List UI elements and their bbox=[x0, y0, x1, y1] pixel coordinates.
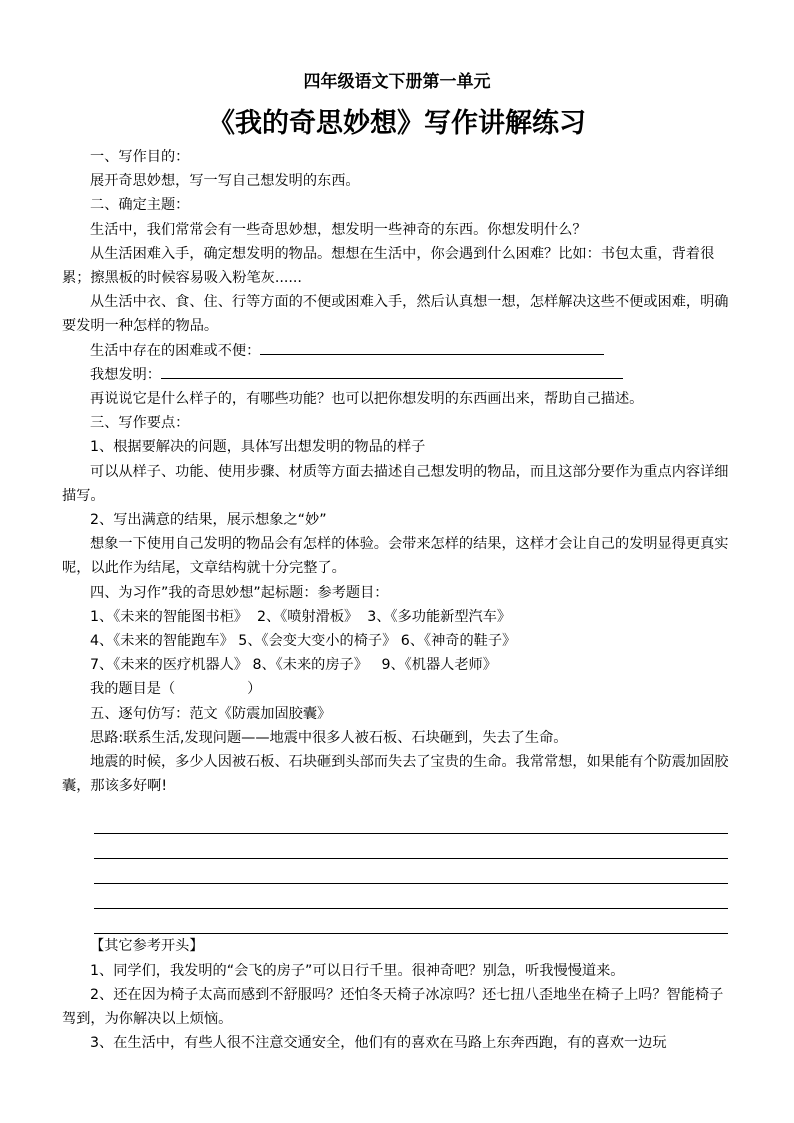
section-1-text: 展开奇思妙想，写一写自己想发明的东西。 bbox=[90, 173, 360, 190]
section-2-heading: 二、确定主题： bbox=[90, 197, 190, 214]
my-topic-label: 我的题目是（ bbox=[90, 681, 176, 698]
section-4-heading: 四、为习作”我的奇思妙想”起标题：参考题目： bbox=[90, 584, 389, 601]
section-2-paragraph-1: 生活中，我们常常会有一些奇思妙想，想发明一些神奇的东西。你想发明什么？ bbox=[90, 221, 587, 238]
reference-opening-3: 3、在生活中，有些人很不注意交通安全，他们有的喜欢在马路上东奔西跑，有的喜欢一边玩 bbox=[90, 1035, 667, 1052]
writing-line[interactable] bbox=[94, 909, 728, 934]
reference-opening-1: 1、同学们，我发明的“会飞的房子”可以日行千里。很神奇吧？别急，听我慢慢道来。 bbox=[90, 962, 625, 979]
section-3-point-2-detail: 想象一下使用自己发明的物品会有怎样的体验。会带来怎样的结果，这样才会让自己的发明显得更真实呢，以此作为结尾，文章结构就十分完整了。 bbox=[62, 536, 729, 577]
invention-label: 我想发明： bbox=[90, 366, 161, 383]
difficulty-label: 生活中存在的困难或不便： bbox=[90, 342, 261, 359]
imitation-writing-area bbox=[62, 808, 736, 934]
section-5-heading: 五、逐句仿写：范文《防震加固胶囊》 bbox=[90, 705, 332, 722]
section-3-heading: 三、写作要点： bbox=[90, 415, 190, 432]
section-3-point-2: 2、写出满意的结果，展示想象之“妙” bbox=[90, 512, 327, 529]
section-1-heading: 一、写作目的： bbox=[90, 149, 190, 165]
topic-list-row-3: 7、《未来的医疗机器人》 8、《未来的房子》 9、《机器人老师》 bbox=[90, 657, 497, 674]
topic-list-row-2: 4、《未来的智能跑车》 5、《会变大变小的椅子》 6、《神奇的鞋子》 bbox=[90, 633, 517, 650]
invention-fill-row bbox=[62, 363, 736, 387]
worksheet-body bbox=[62, 145, 736, 1055]
section-5-idea: 思路:联系生活,发现问题——地震中很多人被石板、石块砸到，失去了生命。 bbox=[90, 729, 568, 746]
reference-opening-2: 2、还在因为椅子太高而感到不舒服吗？还怕冬天椅子冰凉吗？还七扭八歪地坐在椅子上吗？智能椅子驾到，为你解决以上烦恼。 bbox=[62, 986, 724, 1028]
difficulty-answer-line[interactable] bbox=[260, 340, 604, 355]
section-2-paragraph-4: 再说说它是什么样子的，有哪些功能？也可以把你想发明的东西画出来，帮助自己描述。 bbox=[90, 391, 644, 408]
my-topic-row bbox=[62, 677, 736, 701]
my-topic-close-paren: ） bbox=[247, 681, 262, 698]
topic-list-row-1: 1、《未来的智能图书柜》 2、《喷射滑板》 3、《多功能新型汽车》 bbox=[90, 608, 512, 625]
invention-answer-line[interactable] bbox=[161, 364, 623, 379]
difficulty-fill-row bbox=[62, 339, 736, 363]
section-2-paragraph-2: 从生活困难入手，确定想发明的物品。想想在生活中，你会遇到什么困难？比如：书包太重，背着很累；擦黑板的时候容易吸入粉笔灰...... bbox=[62, 245, 715, 287]
section-3-point-1: 1、根据要解决的问题，具体写出想发明的物品的样子 bbox=[90, 439, 426, 456]
writing-line[interactable] bbox=[94, 884, 728, 909]
section-3-point-1-detail: 可以从样子、功能、使用步骤、材质等方面去描述自己想发明的物品，而且这部分要作为重点内容详细描写。 bbox=[62, 463, 729, 504]
writing-line[interactable] bbox=[94, 834, 728, 859]
grade-unit-title: 四年级语文下册第一单元 bbox=[303, 72, 491, 92]
section-2-paragraph-3: 从生活中衣、食、住、行等方面的不便或困难入手，然后认真想一想，怎样解决这些不便或困难，明确要发明一种怎样的物品。 bbox=[62, 294, 729, 335]
section-5-sample: 地震的时候，多少人因被石板、石块砸到头部而失去了宝贵的生命。我常常想，如果能有个防震加固胶囊，那该多好啊! bbox=[62, 754, 729, 795]
reference-openings-heading: 【其它参考开头】 bbox=[90, 938, 204, 955]
worksheet-title: 《我的奇思妙想》写作讲解练习 bbox=[208, 108, 586, 139]
writing-line[interactable] bbox=[94, 808, 728, 833]
writing-line[interactable] bbox=[94, 859, 728, 884]
